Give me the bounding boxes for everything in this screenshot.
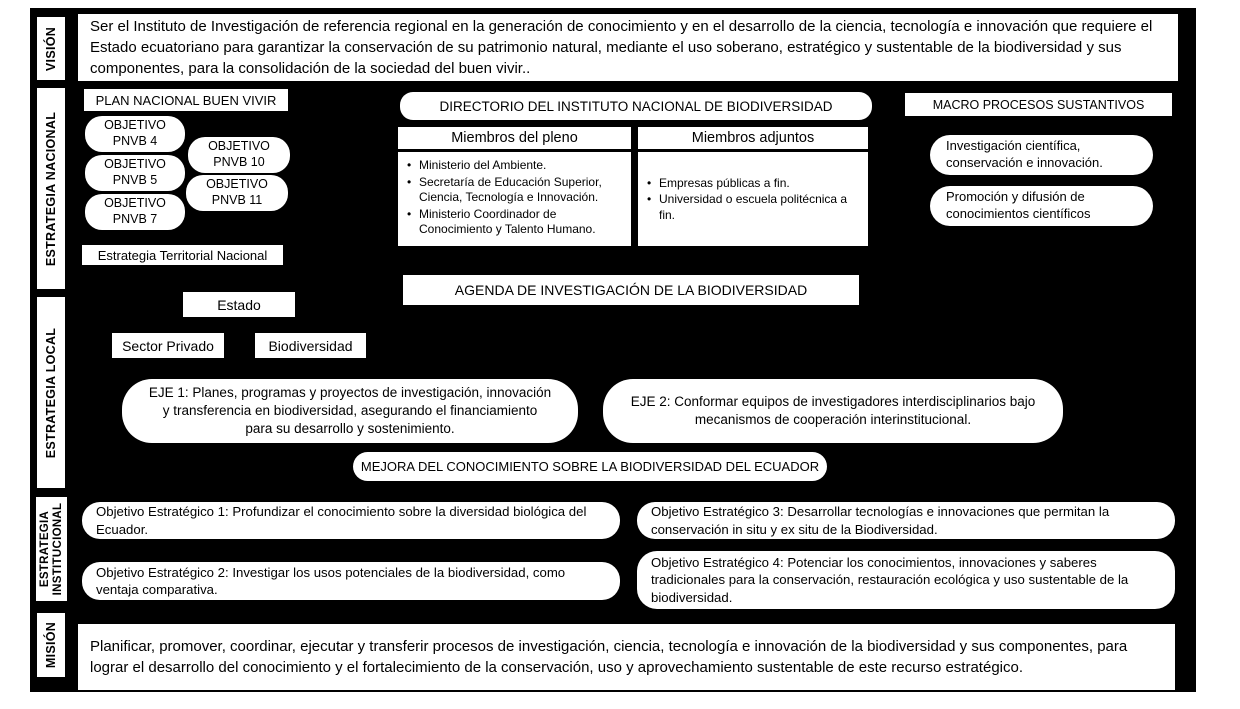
band-label-vision [37, 17, 65, 80]
agenda-investigacion-box [403, 275, 859, 305]
objetivo-estrategico-2-pill [82, 562, 620, 600]
objetivo-pnvb-5-line2: PNVB 5 [112, 173, 158, 187]
band-label-mision [37, 613, 65, 677]
vision-statement-box [78, 14, 1178, 81]
objetivo-pnvb-10-line2: PNVB 10 [213, 155, 265, 169]
sector-privado-text: Sector Privado [122, 337, 214, 354]
macro-procesos-title-text: MACRO PROCESOS SUSTANTIVOS [932, 97, 1145, 112]
objetivo-pnvb-5-pill [85, 155, 185, 191]
band-label-estrategia-local [37, 297, 65, 488]
objetivo-pnvb-11-pill [186, 175, 288, 211]
biodiversidad-text: Biodiversidad [268, 337, 353, 354]
objetivo-pnvb-7-pill [85, 194, 185, 230]
miembros-pleno-header [398, 127, 631, 149]
mision-statement-text: Planificar, promover, coordinar, ejecutar y transferir procesos de investigación, ciencia, tecnología e innovación de la biodiversidad y sus componentes, para lograr el desarrollo del conocimiento y el fortalecimiento de la conservación, uso y aprovechamiento sustentable de este recurso estratégico. [90, 637, 1128, 676]
objetivo-pnvb-4-line1: OBJETIVO [104, 118, 166, 133]
objetivo-pnvb-4-pill [85, 116, 185, 152]
band-label-estrategia-local-text: ESTRATEGIA LOCAL [44, 327, 58, 458]
band-label-estrategia-nacional-text: ESTRATEGIA NACIONAL [44, 111, 58, 266]
estrategia-territorial-nacional-text: Estrategia Territorial Nacional [97, 247, 268, 263]
macro-proceso-investigacion-pill [930, 135, 1153, 175]
list-item: • Ministerio Coordinador de Conocimiento y Talento Humano. [404, 207, 627, 238]
macro-procesos-title-box [905, 93, 1172, 116]
objetivo-pnvb-7-line2: PNVB 7 [112, 212, 158, 226]
objetivo-estrategico-3-text: Objetivo Estratégico 3: Desarrollar tecnologías e innovaciones que permitan la conservación in situ y ex situ de la Biodiversidad. [651, 504, 1110, 537]
estado-box [183, 292, 295, 317]
miembros-adjuntos-header-text: Miembros adjuntos [691, 130, 815, 146]
macro-proceso-promocion-text: Promoción y difusión de conocimientos científicos [946, 189, 1091, 221]
eje-1-pill [122, 379, 578, 443]
objetivo-estrategico-3-pill [637, 502, 1175, 539]
objetivo-pnvb-4-line2: PNVB 4 [112, 134, 158, 148]
plan-nacional-buen-vivir-box [84, 89, 288, 111]
objetivo-pnvb-7-line1: OBJETIVO [104, 196, 166, 211]
eje-2-text: EJE 2: Conformar equipos de investigadores interdisciplinarios bajo mecanismos de cooperación interinstitucional. [630, 393, 1036, 427]
mejora-conocimiento-pill [353, 452, 827, 481]
band-label-estrategia-institucional-text: ESTRATEGIA INSTITUCIONAL [38, 502, 64, 596]
eje-2-pill [603, 379, 1063, 443]
plan-nacional-buen-vivir-text: PLAN NACIONAL BUEN VIVIR [95, 92, 277, 108]
miembros-pleno-header-text: Miembros del pleno [451, 130, 578, 146]
list-item: • Ministerio del Ambiente. [404, 158, 627, 174]
vision-statement-text: Ser el Instituto de Investigación de referencia regional en la generación de conocimiento y en el desarrollo de la ciencia, tecnología e innovación que requiere el Estado ecuatoriano para garantizar la conservación de su patrimonio natural, mediante el uso soberano, estratégico y sustentable de la biodiversidad y sus componentes, para la consolidación de la sociedad del buen vivir.. [90, 17, 1153, 78]
directorio-title-text: DIRECTORIO DEL INSTITUTO NACIONAL DE BIODIVERSIDAD [439, 98, 833, 114]
objetivo-estrategico-2-text: Objetivo Estratégico 2: Investigar los usos potenciales de la biodiversidad, como ventaja comparativa. [96, 564, 566, 597]
band-label-mision-text: MISIÓN [44, 621, 58, 669]
objetivo-pnvb-10-line1: OBJETIVO [208, 139, 270, 154]
objetivo-estrategico-4-text: Objetivo Estratégico 4: Potenciar los conocimientos, innovaciones y saberes tradicionales para la conservación, restauración ecológica y uso sustentable de la biodiversidad. [651, 554, 1129, 605]
macro-proceso-promocion-pill [930, 186, 1153, 226]
band-label-estrategia-nacional [37, 88, 65, 289]
estrategia-territorial-nacional-box [82, 245, 283, 265]
objetivo-pnvb-11-line1: OBJETIVO [206, 177, 268, 192]
biodiversidad-box [255, 333, 366, 358]
mejora-conocimiento-text: MEJORA DEL CONOCIMIENTO SOBRE LA BIODIVERSIDAD DEL ECUADOR [360, 459, 820, 474]
objetivo-pnvb-5-line1: OBJETIVO [104, 157, 166, 172]
agenda-investigacion-text: AGENDA DE INVESTIGACIÓN DE LA BIODIVERSIDAD [454, 282, 808, 298]
objetivo-estrategico-4-pill [637, 551, 1175, 609]
mision-statement-box [78, 624, 1175, 690]
objetivo-estrategico-1-text: Objetivo Estratégico 1: Profundizar el conocimiento sobre la diversidad biológica del Ecuador. [96, 504, 587, 537]
estado-text: Estado [217, 296, 261, 313]
list-item: • Secretaría de Educación Superior, Ciencia, Tecnología e Innovación. [404, 175, 627, 206]
list-item: • Universidad o escuela politécnica a fin. [644, 192, 864, 223]
band-label-estrategia-institucional [36, 497, 67, 601]
objetivo-pnvb-11-line2: PNVB 11 [211, 193, 263, 207]
miembros-adjuntos-list [638, 152, 868, 246]
sector-privado-box [112, 333, 224, 358]
band-label-vision-text: VISIÓN [44, 26, 58, 71]
eje-1-text: EJE 1: Planes, programas y proyectos de investigación, innovación y transferencia en biodiversidad, asegurando el financiamiento para su desarrollo y sostenimiento. [148, 384, 552, 437]
list-item: • Empresas públicas a fin. [644, 176, 864, 192]
macro-proceso-investigacion-text: Investigación científica, conservación e innovación. [946, 138, 1103, 170]
miembros-pleno-list [398, 152, 631, 246]
objetivo-pnvb-10-pill [188, 137, 290, 173]
miembros-adjuntos-header [638, 127, 868, 149]
objetivo-estrategico-1-pill [82, 502, 620, 539]
directorio-title-pill [400, 92, 872, 120]
